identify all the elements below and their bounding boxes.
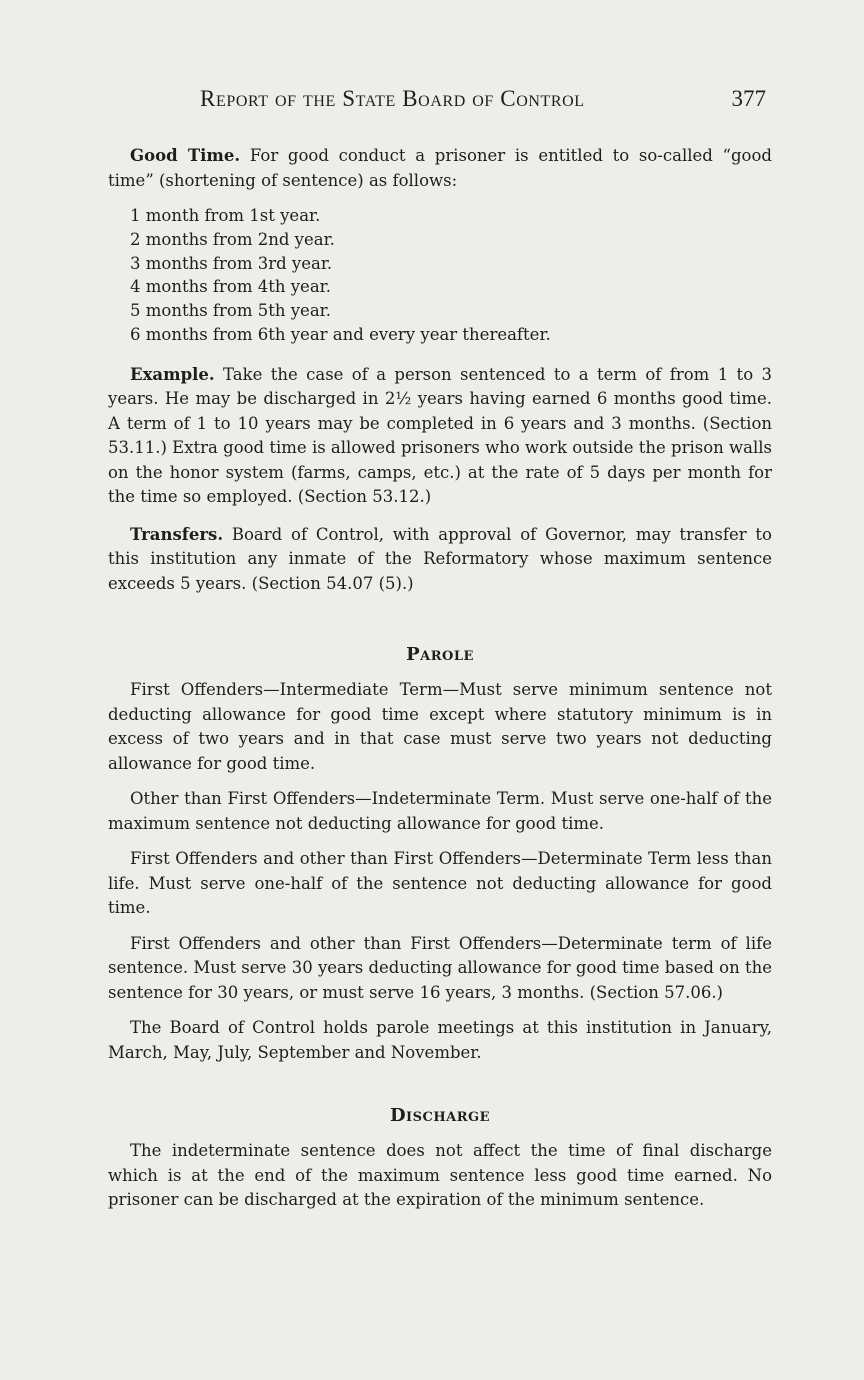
parole-paragraph: The Board of Control holds parole meetings at this institution in January, March, May, July, September and November. [108, 1018, 772, 1062]
example-label: Example. [130, 364, 215, 384]
list-item: 4 months from 4th year. [130, 277, 331, 297]
page-number: 377 [731, 86, 766, 111]
list-item: 2 months from 2nd year. [130, 229, 335, 249]
transfers-paragraph [108, 523, 772, 597]
parole-paragraph: Other than First Offenders—Indeterminate Term. Must serve one-half of the maximum sentence not deducting allowance for good time. [108, 789, 772, 833]
list-item: 3 months from 3rd year. [130, 253, 333, 273]
example-text: Take the case of a person sentenced to a term of from 1 to 3 years. He may be discharged in 2½ years having earned 6 months good time. A term of 1 to 10 years may be completed in 6 years and 3 months. (Section 53.11.) Extra good time is allowed prisoners who work outside the prison walls on the honor system (farms, camps, etc.) at the rate of 5 days per month for the time so employed. (Section 53.12.) [108, 364, 772, 507]
parole-paragraph: First Offenders and other than First Offenders—Determinate Term less than life. Must serve one-half of the sentence not deducting allowance for good time. [108, 849, 772, 918]
list-item: 1 month from 1st year. [130, 206, 321, 225]
running-head [108, 86, 772, 122]
discharge-paragraph: The indeterminate sentence does not affect the time of final discharge which is at the end of the maximum sentence less good time earned. No prisoner can be discharged at the expiration of the minimum sentence. [108, 1141, 772, 1210]
good-time-label: Good Time. [130, 146, 241, 165]
running-title: Report of the State Board of Control [200, 86, 585, 111]
parole-heading: Parole [406, 644, 474, 666]
list-item: 6 months from 6th year and every year thereafter. [130, 324, 551, 344]
discharge-heading: Discharge [389, 1105, 491, 1127]
good-time-list [130, 204, 772, 347]
good-time-intro: For good conduct a prisoner is entitled to so-called “good time” (shortening of sentence) as follows: [108, 146, 772, 190]
list-item: 5 months from 5th year. [130, 301, 331, 321]
transfers-text: Board of Control, with approval of Governor, may transfer to this institution any inmate of the Reformatory whose maximum sentence exceeds 5 years. (Section 54.07 (5).) [108, 524, 772, 593]
parole-paragraph: First Offenders and other than First Offenders—Determinate term of life sentence. Must serve 30 years deducting allowance for good time based on the sentence for 30 years, or must serve 16 years, 3 months. (Section 57.06.) [108, 933, 772, 1002]
good-time-paragraph [108, 144, 772, 193]
example-paragraph [108, 363, 772, 510]
page [108, 86, 772, 1213]
parole-paragraph: First Offenders—Intermediate Term—Must serve minimum sentence not deducting allowance for good time except where statutory minimum is in excess of two years and in that case must serve two years not deducting allowance for good time. [108, 680, 772, 773]
transfers-label: Transfers. [130, 524, 224, 544]
